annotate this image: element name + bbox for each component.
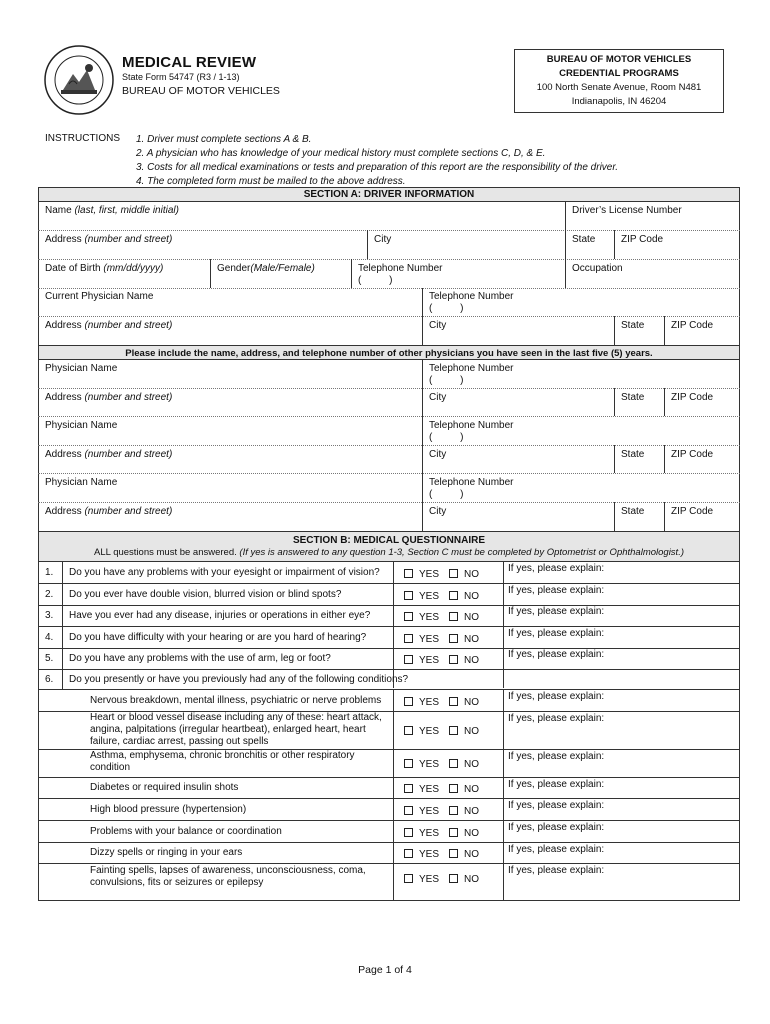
physician-telephone-label: Telephone Number xyxy=(429,363,514,374)
no-checkbox[interactable] xyxy=(449,874,479,885)
checkbox-icon xyxy=(404,759,413,768)
address-line-2: CREDENTIAL PROGRAMS xyxy=(559,68,679,79)
checkbox-icon xyxy=(449,784,458,793)
yes-no-options xyxy=(404,591,479,602)
no-checkbox[interactable] xyxy=(449,591,479,602)
question-text: Have you ever had any disease, injuries or operations in either eye? xyxy=(69,610,371,621)
no-label: NO xyxy=(464,828,480,839)
checkbox-icon xyxy=(449,828,458,837)
no-checkbox[interactable] xyxy=(449,759,479,770)
question-number: 2. xyxy=(45,589,54,600)
explain-label: If yes, please explain: xyxy=(508,691,605,702)
yes-no-options xyxy=(404,569,479,580)
section-b-title: SECTION B: MEDICAL QUESTIONNAIRE xyxy=(292,535,486,546)
condition-text: High blood pressure (hypertension) xyxy=(90,804,247,815)
name-label: Name (last, first, middle initial) xyxy=(45,205,179,216)
checkbox-icon xyxy=(449,726,458,735)
no-label: NO xyxy=(464,784,480,795)
form-title: MEDICAL REVIEW xyxy=(122,54,257,71)
explain-field[interactable] xyxy=(506,659,738,668)
bureau-name: BUREAU OF MOTOR VEHICLES xyxy=(122,85,280,97)
explain-field[interactable] xyxy=(506,616,738,625)
condition-text: Fainting spells, lapses of awareness, unconsciousness, coma, convulsions, fits or seizures or epilepsy xyxy=(90,865,366,888)
checkbox-icon xyxy=(449,612,458,621)
explain-field[interactable] xyxy=(506,789,738,797)
explain-field[interactable] xyxy=(506,854,738,862)
phone-area-code: ( ) xyxy=(429,375,464,386)
explain-field[interactable] xyxy=(506,832,738,840)
no-label: NO xyxy=(464,612,480,623)
explain-field[interactable] xyxy=(506,723,738,747)
phone-area-code: ( ) xyxy=(429,489,464,500)
yes-label: YES xyxy=(419,759,440,770)
yes-no-options xyxy=(404,726,479,737)
yes-no-options xyxy=(404,634,479,645)
yes-label: YES xyxy=(419,726,440,737)
phone-area-code: ( ) xyxy=(358,275,393,286)
condition-text: Heart or blood vessel disease including any of these: heart attack, angina, palpitations (irregular heartbeat), enlarged heart, heart failure, cardiac arrest, passing out spells xyxy=(90,712,382,747)
explain-label: If yes, please explain: xyxy=(508,713,605,724)
physician-state-label: State xyxy=(621,449,645,460)
physician-name-label: Physician Name xyxy=(45,363,118,374)
instruction-item: 2. A physician who has knowledge of your medical history must complete sections C, D, & E. xyxy=(136,148,546,159)
yes-checkbox[interactable] xyxy=(404,726,439,737)
yes-no-options xyxy=(404,697,479,708)
yes-no-options xyxy=(404,612,479,623)
checkbox-icon xyxy=(404,655,413,664)
phone-area-code: ( ) xyxy=(429,303,464,314)
yes-no-options xyxy=(404,828,479,839)
question-text: Do you have any problems with your eyesight or impairment of vision? xyxy=(69,567,380,578)
no-checkbox[interactable] xyxy=(449,828,479,839)
no-checkbox[interactable] xyxy=(449,784,479,795)
other-physicians-note: Please include the name, address, and telephone number of other physicians you have seen in the last five (5) years. xyxy=(125,348,653,359)
checkbox-icon xyxy=(404,591,413,600)
checkbox-icon xyxy=(404,634,413,643)
checkbox-icon xyxy=(449,759,458,768)
explain-label: If yes, please explain: xyxy=(508,585,605,596)
checkbox-icon xyxy=(449,634,458,643)
no-label: NO xyxy=(464,759,480,770)
yes-label: YES xyxy=(419,697,440,708)
yes-no-options xyxy=(404,849,479,860)
no-label: NO xyxy=(464,697,480,708)
yes-label: YES xyxy=(419,784,440,795)
yes-label: YES xyxy=(419,849,440,860)
condition-text: Diabetes or required insulin shots xyxy=(90,782,239,793)
explain-label: If yes, please explain: xyxy=(508,649,605,660)
checkbox-icon xyxy=(449,569,458,578)
explain-field[interactable] xyxy=(506,573,738,582)
explain-label: If yes, please explain: xyxy=(508,800,605,811)
no-checkbox[interactable] xyxy=(449,806,479,817)
physician-state-label: State xyxy=(621,392,645,403)
checkbox-icon xyxy=(404,849,413,858)
license-number-field[interactable] xyxy=(567,218,737,229)
physician-state-label: State xyxy=(621,320,645,331)
checkbox-icon xyxy=(404,726,413,735)
state-seal-icon xyxy=(43,44,115,116)
no-checkbox[interactable] xyxy=(449,697,479,708)
no-label: NO xyxy=(464,634,480,645)
yes-checkbox[interactable] xyxy=(404,806,439,817)
physician-address-label: Address (number and street) xyxy=(45,449,173,460)
physician-zip-label: ZIP Code xyxy=(671,506,714,517)
current-physician-label: Current Physician Name xyxy=(45,291,154,302)
explain-label: If yes, please explain: xyxy=(508,779,605,790)
section-b-note: ALL questions must be answered. (If yes is answered to any question 1-3, Section C must be completed by Optometrist or Ophthalmologist.) xyxy=(94,547,684,558)
yes-label: YES xyxy=(419,612,440,623)
dob-label: Date of Birth (mm/dd/yyyy) xyxy=(45,263,164,274)
explain-label: If yes, please explain: xyxy=(508,865,605,876)
physician-name-label: Physician Name xyxy=(45,420,118,431)
question-text: Do you ever have double vision, blurred vision or blind spots? xyxy=(69,589,342,600)
yes-no-options xyxy=(404,874,479,885)
yes-label: YES xyxy=(419,874,440,885)
yes-checkbox[interactable] xyxy=(404,655,439,666)
checkbox-icon xyxy=(404,697,413,706)
no-label: NO xyxy=(464,569,480,580)
form-number: State Form 54747 (R3 / 1-13) xyxy=(122,72,240,82)
yes-label: YES xyxy=(419,806,440,817)
checkbox-icon xyxy=(449,849,458,858)
explain-field[interactable] xyxy=(506,595,738,604)
section-a-title: SECTION A: DRIVER INFORMATION xyxy=(303,189,475,200)
condition-text: Problems with your balance or coordination xyxy=(90,826,282,837)
checkbox-icon xyxy=(404,569,413,578)
physician-address-label: Address (number and street) xyxy=(45,320,173,331)
question-number: 5. xyxy=(45,653,54,664)
no-label: NO xyxy=(464,849,480,860)
checkbox-icon xyxy=(404,828,413,837)
instruction-item: 4. The completed form must be mailed to the above address. xyxy=(136,176,406,187)
physician-zip-label: ZIP Code xyxy=(671,449,714,460)
no-label: NO xyxy=(464,591,480,602)
phone-area-code: ( ) xyxy=(429,432,464,443)
explain-label: If yes, please explain: xyxy=(508,628,605,639)
yes-label: YES xyxy=(419,569,440,580)
physician-city-label: City xyxy=(429,449,447,460)
question-number: 1. xyxy=(45,567,54,578)
state-label: State xyxy=(572,234,596,245)
yes-checkbox[interactable] xyxy=(404,569,439,580)
condition-text: Asthma, emphysema, chronic bronchitis or other respiratory condition xyxy=(90,750,355,773)
yes-checkbox[interactable] xyxy=(404,697,439,708)
checkbox-icon xyxy=(449,655,458,664)
no-checkbox[interactable] xyxy=(449,612,479,623)
question-text: Do you presently or have you previously had any of the following conditions? xyxy=(69,674,409,685)
yes-checkbox[interactable] xyxy=(404,759,439,770)
explain-field[interactable] xyxy=(506,875,738,899)
condition-text: Nervous breakdown, mental illness, psychiatric or nerve problems xyxy=(90,695,382,706)
explain-field[interactable] xyxy=(506,810,738,818)
yes-checkbox[interactable] xyxy=(404,634,439,645)
license-number-label: Driver’s License Number xyxy=(572,205,682,216)
no-checkbox[interactable] xyxy=(449,655,479,666)
checkbox-icon xyxy=(449,874,458,883)
yes-checkbox[interactable] xyxy=(404,591,439,602)
checkbox-icon xyxy=(404,784,413,793)
physician-address-label: Address (number and street) xyxy=(45,392,173,403)
address-line-3: 100 North Senate Avenue, Room N481 xyxy=(536,82,702,93)
physician-state-label: State xyxy=(621,506,645,517)
condition-text: Dizzy spells or ringing in your ears xyxy=(90,847,243,858)
yes-checkbox[interactable] xyxy=(404,784,439,795)
yes-no-options xyxy=(404,806,479,817)
explain-field[interactable] xyxy=(506,761,738,775)
instructions-list xyxy=(136,133,618,189)
checkbox-icon xyxy=(449,697,458,706)
occupation-label: Occupation xyxy=(572,263,623,274)
physician-name-label: Physician Name xyxy=(45,477,118,488)
no-checkbox[interactable] xyxy=(449,569,479,580)
name-field[interactable] xyxy=(40,218,562,229)
physician-city-label: City xyxy=(429,506,447,517)
no-label: NO xyxy=(464,874,480,885)
yes-label: YES xyxy=(419,591,440,602)
instruction-item: 3. Costs for all medical examinations or tests and preparation of this report are the responsibility of the driver. xyxy=(136,162,619,173)
no-checkbox[interactable] xyxy=(449,726,479,737)
yes-label: YES xyxy=(419,828,440,839)
question-number: 6. xyxy=(45,674,54,685)
physician-city-label: City xyxy=(429,320,447,331)
mailing-address-box xyxy=(514,49,724,113)
explain-label: If yes, please explain: xyxy=(508,563,605,574)
instruction-item: 1. Driver must complete sections A & B. xyxy=(136,134,312,145)
checkbox-icon xyxy=(404,612,413,621)
physician-telephone-label: Telephone Number xyxy=(429,291,514,302)
gender-label: Gender(Male/Female) xyxy=(217,263,315,274)
instructions-label: INSTRUCTIONS xyxy=(45,133,120,144)
zip-label: ZIP Code xyxy=(621,234,664,245)
no-checkbox[interactable] xyxy=(449,634,479,645)
physician-telephone-label: Telephone Number xyxy=(429,477,514,488)
yes-checkbox[interactable] xyxy=(404,874,439,885)
checkbox-icon xyxy=(449,591,458,600)
physician-city-label: City xyxy=(429,392,447,403)
yes-label: YES xyxy=(419,655,440,666)
no-label: NO xyxy=(464,726,480,737)
checkbox-icon xyxy=(404,874,413,883)
checkbox-icon xyxy=(404,806,413,815)
yes-label: YES xyxy=(419,634,440,645)
yes-no-options xyxy=(404,655,479,666)
question-text: Do you have any problems with the use of arm, leg or foot? xyxy=(69,653,331,664)
no-checkbox[interactable] xyxy=(449,849,479,860)
yes-checkbox[interactable] xyxy=(404,828,439,839)
yes-no-options xyxy=(404,784,479,795)
question-number: 3. xyxy=(45,610,54,621)
question-text: Do you have difficulty with your hearing or are you hard of hearing? xyxy=(69,632,367,643)
yes-checkbox[interactable] xyxy=(404,849,439,860)
explain-field[interactable] xyxy=(506,638,738,647)
telephone-label: Telephone Number xyxy=(358,263,443,274)
physician-zip-label: ZIP Code xyxy=(671,392,714,403)
no-label: NO xyxy=(464,806,480,817)
physician-zip-label: ZIP Code xyxy=(671,320,714,331)
physician-telephone-label: Telephone Number xyxy=(429,420,514,431)
explain-label: If yes, please explain: xyxy=(508,606,605,617)
explain-label: If yes, please explain: xyxy=(508,822,605,833)
city-label: City xyxy=(374,234,392,245)
address-label: Address (number and street) xyxy=(45,234,173,245)
yes-checkbox[interactable] xyxy=(404,612,439,623)
checkbox-icon xyxy=(449,806,458,815)
physician-address-label: Address (number and street) xyxy=(45,506,173,517)
question-number: 4. xyxy=(45,632,54,643)
explain-label: If yes, please explain: xyxy=(508,844,605,855)
no-label: NO xyxy=(464,655,480,666)
explain-label: If yes, please explain: xyxy=(508,751,605,762)
page-number: Page 1 of 4 xyxy=(358,964,412,976)
address-line-1: BUREAU OF MOTOR VEHICLES xyxy=(546,54,692,65)
yes-no-options xyxy=(404,759,479,770)
explain-field[interactable] xyxy=(506,701,738,709)
address-line-4: Indianapolis, IN 46204 xyxy=(571,96,667,107)
